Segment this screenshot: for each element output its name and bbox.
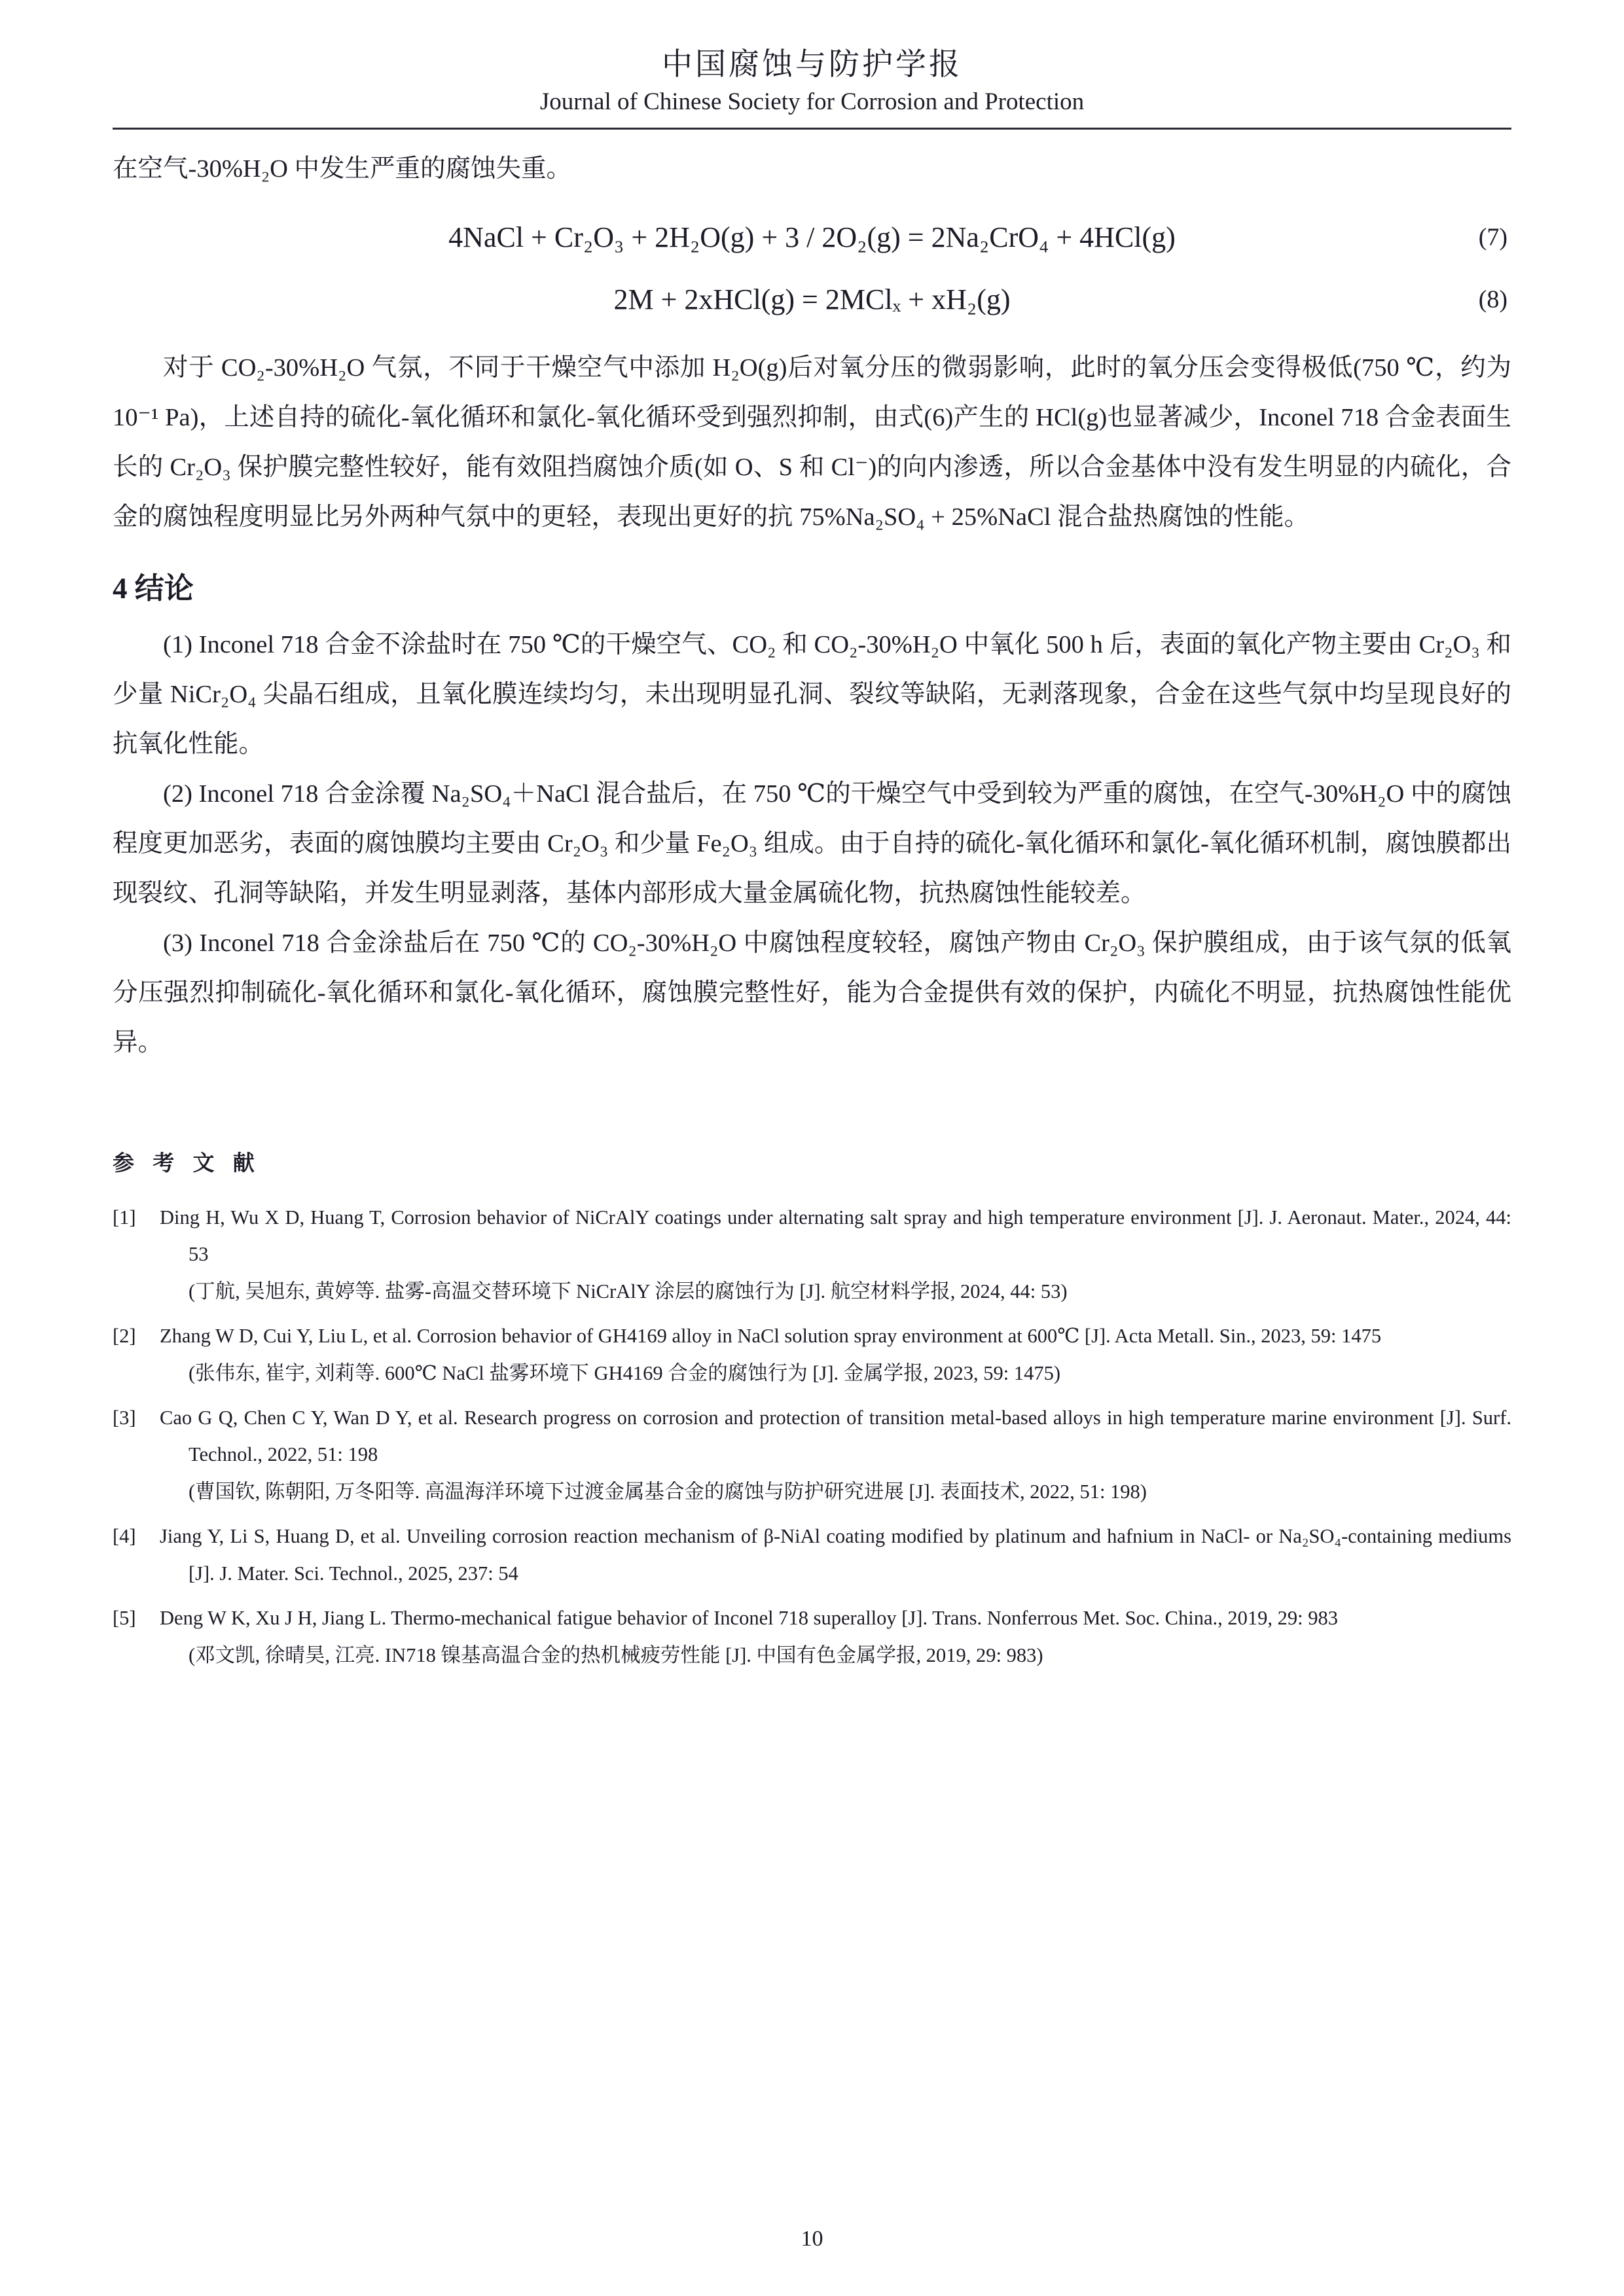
equation-8: [113, 281, 1511, 318]
reference-text-zh: (曹国钦, 陈朝阳, 万冬阳等. 高温海洋环境下过渡金属基合金的腐蚀与防护研究进展 [J]. 表面技术, 2022, 51: 198): [189, 1480, 1147, 1503]
reference-text-zh: (丁航, 吴旭东, 黄婷等. 盐雾-高温交替环境下 NiCrAlY 涂层的腐蚀行为 [J]. 航空材料学报, 2024, 44: 53): [189, 1280, 1068, 1302]
reference-text-en: Zhang W D, Cui Y, Liu L, et al. Corrosion behavior of GH4169 alloy in NaCl solution spray environment at 600℃ [J]. Acta Metall. Sin., 2023, 59: 1475: [160, 1325, 1382, 1348]
reference-item: [113, 1399, 1511, 1510]
conclusion-1: (1) Inconel 718 合金不涂盐时在 750 ℃的干燥空气、CO₂ 和 CO₂-30%H₂O 中氧化 500 h 后，表面的氧化产物主要由 Cr₂O₃ 和少量 NiCr₂O₄ 尖晶石组成，且氧化膜连续均匀，未出现明显孔洞、裂纹等缺陷，无剥落现象，合金在这些气氛中均呈现良好的抗氧化性能。: [113, 630, 1511, 758]
equation-8-number: (8): [1478, 285, 1507, 314]
section-heading-conclusions: 4 结论: [113, 572, 194, 605]
reference-text-zh: (邓文凯, 徐晴昊, 江亮. IN718 镍基高温合金的热机械疲劳性能 [J]. 中国有色金属学报, 2019, 29: 983): [189, 1643, 1043, 1666]
reference-label: [5]: [113, 1607, 136, 1630]
reference-text-en: Ding H, Wu X D, Huang T, Corrosion behavior of NiCrAlY coatings under alternating salt spray and high temperature environment [J]. J. Aeronaut. Mater., 2024, 44: 53: [160, 1206, 1511, 1266]
reference-text-zh: (张伟东, 崔宇, 刘莉等. 600℃ NaCl 盐雾环境下 GH4169 合金的腐蚀行为 [J]. 金属学报, 2023, 59: 1475): [189, 1361, 1061, 1384]
journal-title-chinese: 中国腐蚀与防护学报: [662, 48, 962, 82]
reference-text-en: Deng W K, Xu J H, Jiang L. Thermo-mechanical fatigue behavior of Inconel 718 superalloy [J]. Trans. Nonferrous Met. Soc. China., 2019, 29: 983: [160, 1607, 1339, 1630]
intro-line: 在空气-30%H₂O 中发生严重的腐蚀失重。: [113, 155, 572, 183]
reference-item: [113, 1600, 1511, 1674]
reference-label: [2]: [113, 1325, 136, 1348]
reference-text-en: Jiang Y, Li S, Huang D, et al. Unveiling corrosion reaction mechanism of β-NiAl coating modified by platinum and hafnium in NaCl- or Na₂SO₄-containing mediums [J]. J. Mater. Sci. Technol., 2025, 237: 54: [160, 1525, 1511, 1585]
reference-item: [113, 1318, 1511, 1391]
equation-8-formula: 2M + 2xHCl(g) = 2MClₓ + xH₂(g): [613, 283, 1011, 316]
reference-text-en: Cao G Q, Chen C Y, Wan D Y, et al. Research progress on corrosion and protection of transition metal-based alloys in high temperature marine environment [J]. Surf. Technol., 2022, 51: 198: [160, 1406, 1511, 1466]
page-number: 10: [801, 2227, 823, 2251]
journal-header: [113, 46, 1511, 130]
reference-label: [3]: [113, 1406, 136, 1429]
equation-7: [113, 219, 1511, 256]
reference-label: [1]: [113, 1206, 136, 1229]
reference-label: [4]: [113, 1525, 136, 1548]
references-heading: 参 考 文 献: [113, 1151, 261, 1175]
page-content: [113, 144, 1511, 1674]
equation-7-number: (7): [1478, 223, 1507, 251]
header-divider: [113, 128, 1511, 130]
reference-item: [113, 1518, 1511, 1592]
references-section: [113, 1146, 1511, 1674]
paragraph-discussion: 对于 CO₂-30%H₂O 气氛，不同于干燥空气中添加 H₂O(g)后对氧分压的微弱影响，此时的氧分压会变得极低(750 ℃，约为 10⁻¹ Pa)，上述自持的硫化-氧化循环和氯化-氧化循环受到强烈抑制，由式(6)产生的 HCl(g)也显著减少，Inconel 718 合金表面生长的 Cr₂O₃ 保护膜完整性较好，能有效阻挡腐蚀介质(如 O、S 和 Cl⁻)的向内渗透，所以合金基体中没有发生明显的内硫化，合金的腐蚀程度明显比另外两种气氛中的更轻，表现出更好的抗 75%Na₂SO₄ + 25%NaCl 混合盐热腐蚀的性能。: [113, 354, 1511, 531]
conclusion-3: (3) Inconel 718 合金涂盐后在 750 ℃的 CO₂-30%H₂O 中腐蚀程度较轻，腐蚀产物由 Cr₂O₃ 保护膜组成，由于该气氛的低氧分压强烈抑制硫化-氧化循环和氯化-氧化循环，腐蚀膜完整性好，能为合金提供有效的保护，内硫化不明显，抗热腐蚀性能优异。: [113, 929, 1511, 1056]
reference-item: [113, 1199, 1511, 1310]
conclusion-2: (2) Inconel 718 合金涂覆 Na₂SO₄＋NaCl 混合盐后，在 750 ℃的干燥空气中受到较为严重的腐蚀，在空气-30%H₂O 中的腐蚀程度更加恶劣，表面的腐蚀膜均主要由 Cr₂O₃ 和少量 Fe₂O₃ 组成。由于自持的硫化-氧化循环和氯化-氧化循环机制，腐蚀膜都出现裂纹、孔洞等缺陷，并发生明显剥落，基体内部形成大量金属硫化物，抗热腐蚀性能较差。: [113, 780, 1511, 907]
journal-title-english: Journal of Chinese Society for Corrosion and Protection: [539, 88, 1085, 115]
equation-7-formula: 4NaCl + Cr₂O₃ + 2H₂O(g) + 3 / 2O₂(g) = 2Na₂CrO₄ + 4HCl(g): [448, 221, 1176, 253]
